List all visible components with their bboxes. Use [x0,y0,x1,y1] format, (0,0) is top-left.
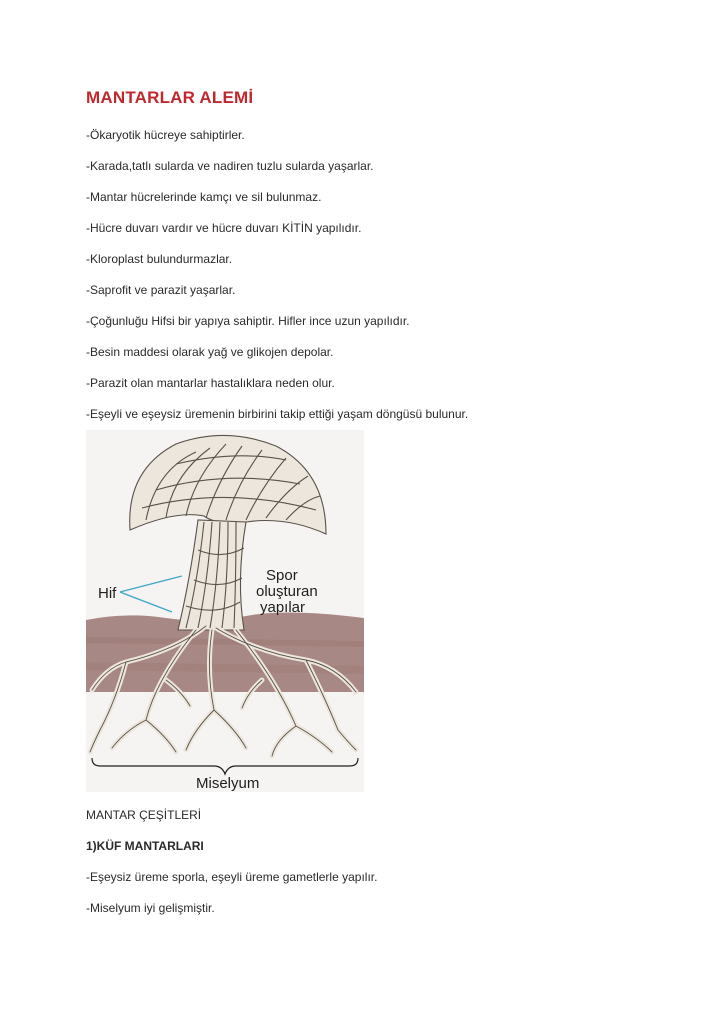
feature-line: -Kloroplast bulundurmazlar. [86,252,233,266]
label-miselyum: Miselyum [196,775,260,792]
feature-line: -Ökaryotik hücreye sahiptirler. [86,128,245,142]
feature-line: -Mantar hücrelerinde kamçı ve sil bulunmaz. [86,190,322,204]
label-hif: Hif [98,585,117,602]
subsection-item: -Eşeysiz üreme sporla, eşeyli üreme gametlerle yapılır. [86,870,378,884]
subsection-title: 1)KÜF MANTARLARI [86,839,204,853]
hif-pointer [120,576,182,612]
feature-line: -Karada,tatlı sularda ve nadiren tuzlu sularda yaşarlar. [86,159,374,173]
label-yapilar: yapılar [260,599,306,616]
stalk [178,520,246,630]
feature-line: -Besin maddesi olarak yağ ve glikojen depolar. [86,345,334,359]
fungus-illustration [86,430,364,792]
label-spor: Spor [266,567,298,584]
feature-line: -Saprofit ve parazit yaşarlar. [86,283,236,297]
feature-line: -Çoğunluğu Hifsi bir yapıya sahiptir. Hifler ince uzun yapılıdır. [86,314,410,328]
subsection-item: -Miselyum iyi gelişmiştir. [86,901,215,915]
spore-structure [130,435,326,534]
feature-line: -Hücre duvarı vardır ve hücre duvarı KİTİN yapılıdır. [86,221,362,235]
page-title: MANTARLAR ALEMİ [86,88,254,107]
feature-line: -Eşeyli ve eşeysiz üremenin birbirini takip ettiği yaşam döngüsü bulunur. [86,407,469,421]
fungus-drawing [86,430,364,792]
feature-line: -Parazit olan mantarlar hastalıklara neden olur. [86,376,335,390]
label-olusturan: oluşturan [256,583,318,600]
section-title: MANTAR ÇEŞİTLERİ [86,808,202,822]
